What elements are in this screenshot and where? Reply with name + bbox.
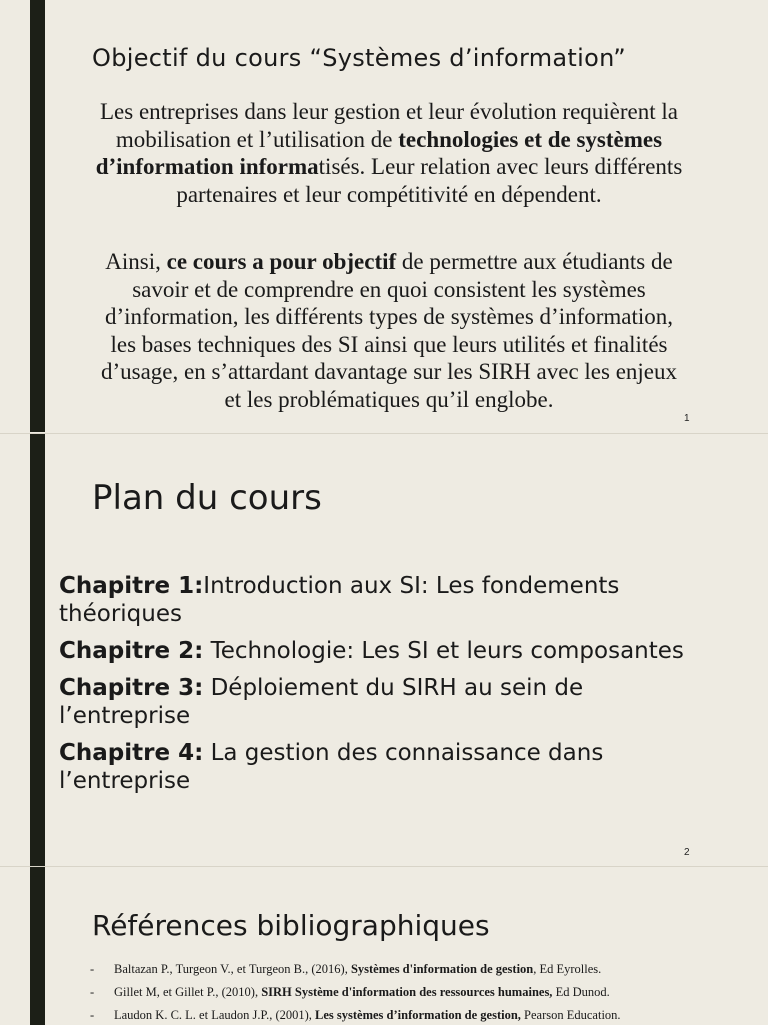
slide-page-number: 2 (684, 847, 690, 858)
reference-item (90, 984, 690, 1000)
slide-title: Objectif du cours “Systèmes d’information” (92, 44, 627, 72)
paragraph-objectif-bold: ce cours a pour objectif (166, 249, 397, 274)
chapter-text: La gestion des connaissance dans l’entreprise (59, 740, 604, 794)
slide-page-number: 1 (684, 413, 690, 424)
reference-text: Baltazan P., Turgeon V., et Turgeon B., (2016), (114, 962, 351, 976)
chapter-text: Introduction aux SI: Les fondements théoriques (59, 573, 620, 627)
chapter-item (59, 637, 699, 665)
paragraph-objectif-text: Ainsi, (105, 249, 167, 274)
paragraph-objectif (90, 248, 688, 413)
reference-text: Laudon K. C. L. et Laudon J.P., (2001), (114, 1008, 316, 1022)
reference-title: Les systèmes d’information de gestion, (315, 1008, 521, 1022)
reference-title: Systèmes d'information de gestion (350, 962, 534, 976)
list-dash: - (90, 1008, 95, 1022)
chapter-item (59, 739, 699, 795)
slide-accent-bar (30, 434, 45, 866)
reference-item (90, 961, 690, 977)
paragraph-intro-bold: technologies et de systèmes d’information informa (95, 126, 663, 179)
list-dash: - (90, 985, 95, 999)
chapter-text: Déploiement du SIRH au sein de l’entreprise (59, 675, 584, 729)
reference-list (90, 961, 690, 1025)
reference-publisher: , Ed Eyrolles. (533, 962, 602, 976)
reference-publisher: Pearson Education. (520, 1008, 621, 1022)
slide-title: Références bibliographiques (92, 909, 490, 942)
slide-references (0, 866, 768, 1025)
reference-title: SIRH Système d'information des ressources humaines, (261, 985, 553, 999)
chapter-text: Technologie: Les SI et leurs composantes (203, 638, 684, 664)
slide-title: Plan du cours (92, 478, 322, 518)
slide-objectif (0, 0, 768, 432)
chapter-label: Chapitre 3: (59, 675, 204, 701)
chapter-label: Chapitre 2: (59, 638, 204, 664)
paragraph-intro (90, 98, 688, 208)
paragraph-objectif-text-end: de permettre aux étudiants de savoir et de comprendre en quoi consistent les systèmes d’information, les différents types de systèmes d’information, les bases techniques des SI ainsi que leurs utilités et finalités d’usage, en s’attardant davantage sur les SIRH avec les enjeux et les problématiques qu’il englobe. (100, 249, 678, 412)
slide-accent-bar (30, 0, 45, 432)
list-dash: - (90, 962, 95, 976)
paragraph-intro-text-end: tisés. Leur relation avec leurs différents partenaires et leur compétitivité en dépendent. (176, 154, 683, 207)
chapter-item (59, 674, 699, 730)
chapter-list (59, 572, 699, 804)
reference-publisher: Ed Dunod. (552, 985, 610, 999)
paragraph-intro-text: Les entreprises dans leur gestion et leur évolution requièrent la mobilisation et l’utilisation de (100, 99, 678, 152)
chapter-label: Chapitre 4: (59, 740, 204, 766)
reference-item (90, 1007, 690, 1023)
slide-accent-bar (30, 867, 45, 1025)
chapter-item (59, 572, 699, 628)
reference-text: Gillet M, et Gillet P., (2010), (114, 985, 262, 999)
chapter-label: Chapitre 1: (59, 573, 204, 599)
slide-plan (0, 433, 768, 866)
